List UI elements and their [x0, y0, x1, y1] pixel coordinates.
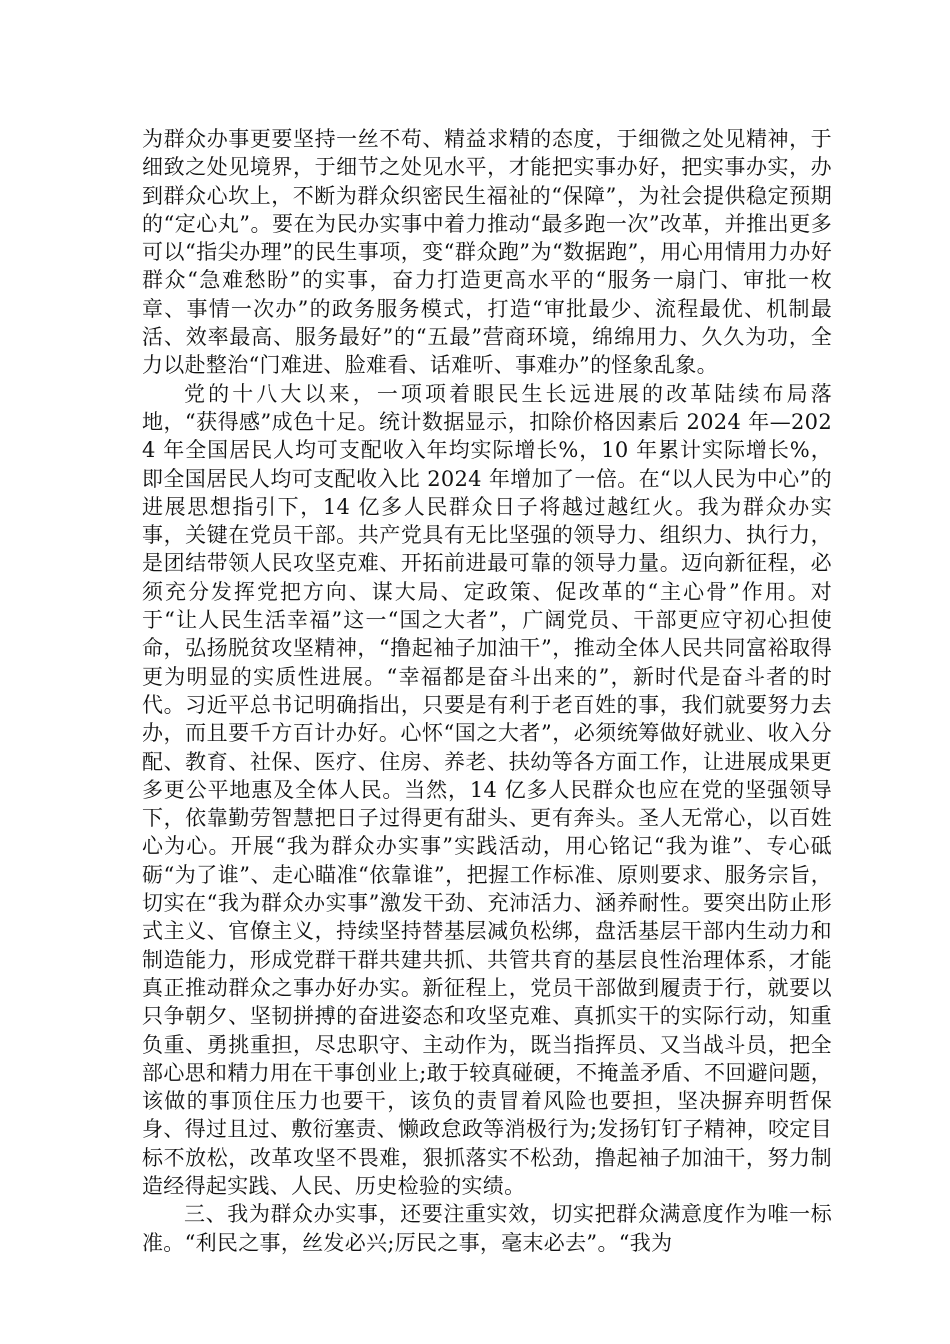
- paragraph-3: 三、我为群众办实事，还要注重实效，切实把群众满意度作为唯一标准。“利民之事，丝发必兴;厉民之事，毫末必去”。“我为: [142, 1202, 832, 1255]
- paragraph-1: 为群众办事更要坚持一丝不苟、精益求精的态度，于细微之处见精神，于细致之处见境界，于细节之处见水平，才能把实事办好，把实事办实，办到群众心坎上，不断为群众织密民生福祉的“保障”，为社会提供稳定预期的“定心丸”。要在为民办实事中着力推动“最多跑一次”改革，并推出更多可以“指尖办理”的民生事项，变“群众跑”为“数据跑”，用心用情用力办好群众“急难愁盼”的实事，奋力打造更高水平的“服务一扇门、审批一枚章、事情一次办”的政务服务模式，打造“审批最少、流程最优、机制最活、效率最高、服务最好”的“五最”营商环境，绵绵用力、久久为功，全力以赴整治“门难进、脸难看、话难听、事难办”的怪象乱象。: [142, 127, 832, 378]
- document-body: [142, 125, 832, 1257]
- paragraph-2: 党的十八大以来，一项项着眼民生长远进展的改革陆续布局落地，“获得感”成色十足。统计数据显示，扣除价格因素后 2024 年—2024 年全国居民人均可支配收入年均实际增长%，10 年累计实际增长%，即全国居民人均可支配收入比 2024 年增加了一倍。在“以人民为中心”的进展思想指引下，14 亿多人民群众日子将越过越红火。我为群众办实事，关键在党员干部。共产党具有无比坚强的领导力、组织力、执行力，是团结带领人民攻坚克难、开拓前进最可靠的领导力量。迈向新征程，必须充分发挥党把方向、谋大局、定政策、促改革的“主心骨”作用。对于“让人民生活幸福”这一“国之大者”，广阔党员、干部更应守初心担使命，弘扬脱贫攻坚精神，“撸起袖子加油干”，推动全体人民共同富裕取得更为明显的实质性进展。“幸福都是奋斗出来的”，新时代是奋斗者的时代。习近平总书记明确指出，只要是有利于老百姓的事，我们就要努力去办，而且要千方百计办好。心怀“国之大者”，必须统筹做好就业、收入分配、教育、社保、医疗、住房、养老、扶幼等各方面工作，让进展成果更多更公平地惠及全体人民。当然，14 亿多人民群众也应在党的坚强领导下，依靠勤劳智慧把日子过得更有甜头、更有奔头。圣人无常心，以百姓心为心。开展“我为群众办实事”实践活动，用心铭记“我为谁”、专心砥砺“为了谁”、走心瞄准“依靠谁”，把握工作标准、原则要求、服务宗旨，切实在“我为群众办实事”激发干劲、充沛活力、涵养耐性。要突出防止形式主义、官僚主义，持续坚持替基层减负松绑，盘活基层干部内生动力和制造能力，形成党群干群共建共抓、共管共育的基层良性治理体系，才能真正推动群众之事办好办实。新征程上，党员干部做到履责于行，就要以只争朝夕、坚韧拼搏的奋进姿态和攻坚克难、真抓实干的实际行动，知重负重、勇挑重担，尽忠职守、主动作为，既当指挥员、又当战斗员，把全部心思和精力用在干事创业上;敢于较真碰硬，不掩盖矛盾、不回避问题，该做的事顶住压力也要干，该负的责冒着风险也要担，坚决摒弃明哲保身、得过且过、敷衍塞责、懒政怠政等消极行为;发扬钉钉子精神，咬定目标不放松，改革攻坚不畏难，狠抓落实不松劲，撸起袖子加油干，努力制造经得起实践、人民、历史检验的实绩。: [142, 381, 832, 1198]
